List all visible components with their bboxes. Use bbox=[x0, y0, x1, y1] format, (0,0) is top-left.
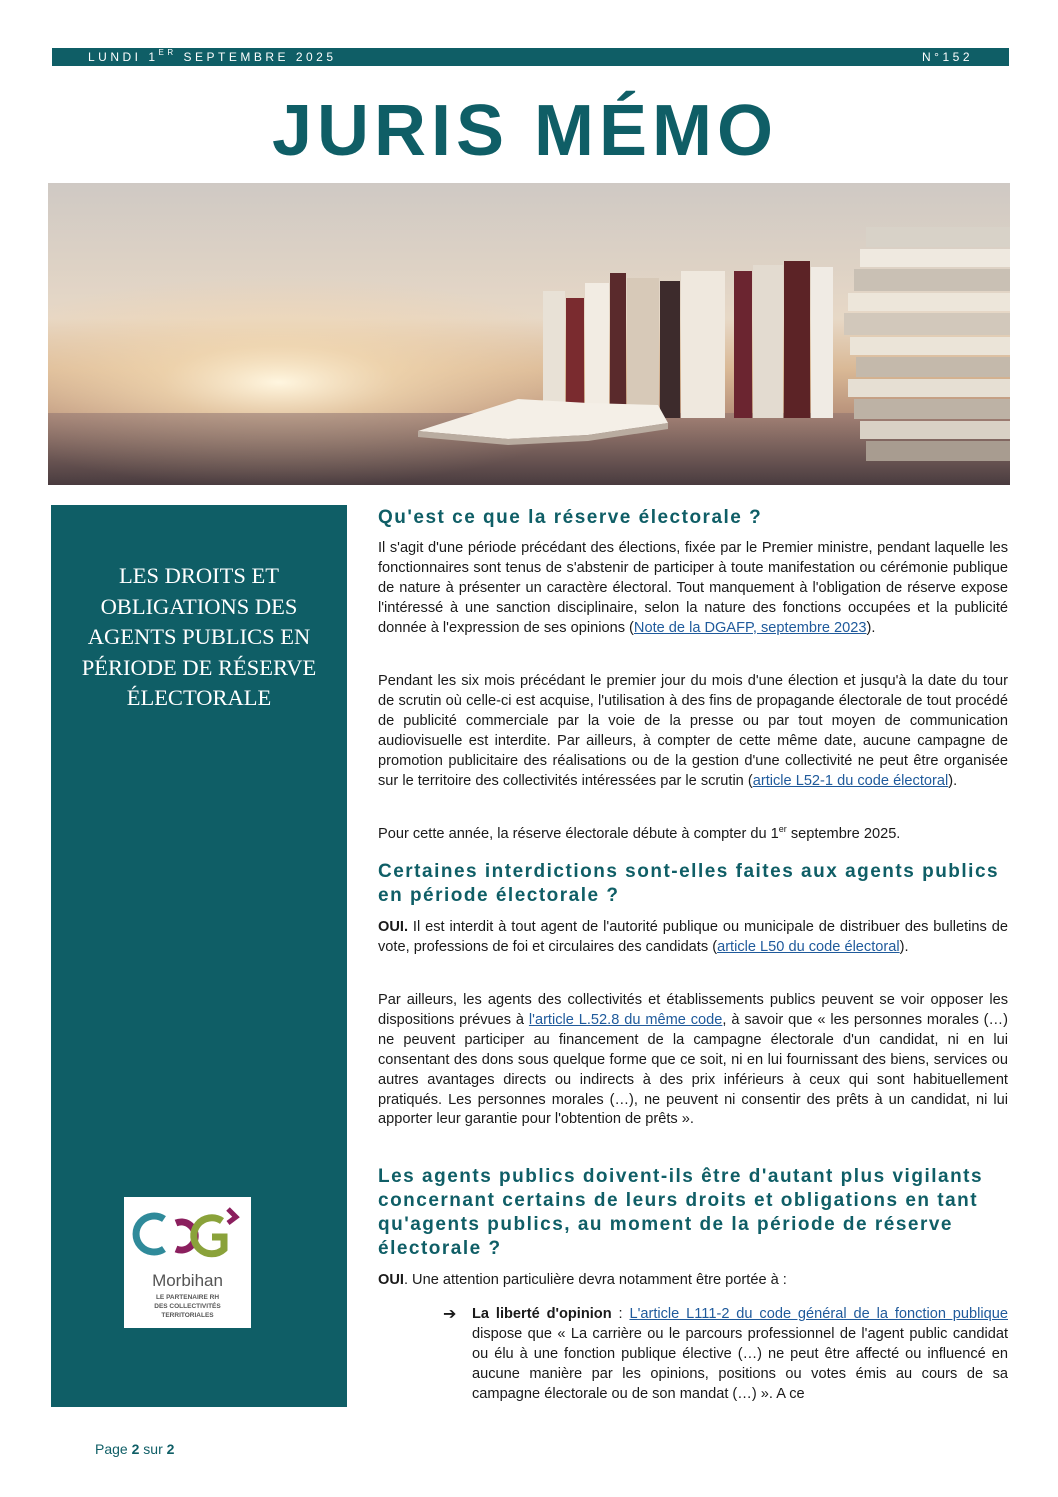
link-article-l50[interactable]: article L50 du code électoral bbox=[717, 938, 900, 955]
link-article-l52-8[interactable]: l'article L.52.8 du même code bbox=[528, 1011, 723, 1028]
page-title: JURIS MÉMO bbox=[271, 91, 779, 171]
arrow-right-icon: ➔ bbox=[443, 1306, 457, 1323]
sidebar-title: LES DROITS ET OBLIGATIONS DES AGENTS PUBLICS EN PÉRIODE DE RÉSERVE ÉLECTORALE bbox=[81, 563, 317, 710]
paragraph-start-date: Pour cette année, la réserve électorale débute à compter du 1er septembre 2025. bbox=[378, 824, 901, 842]
logo-brand: Morbihan bbox=[152, 1271, 223, 1290]
paragraph-distribution-ban: OUI. Il est interdit à tout agent de l'autorité publique ou municipale de distribuer des bulletins de vote, professions de foi et circulaires des candidats (article L50 du code électoral). bbox=[378, 919, 1008, 955]
paragraph-attention: OUI. Une attention particulière devra notamment être portée à : bbox=[378, 1272, 787, 1288]
section-heading-vigilance: Les agents publics doivent-ils être d'autant plus vigilants concernant certains de leurs droits et obligations en tant qu'agents publics, au moment de la période de réserve électorale ? bbox=[378, 1166, 984, 1259]
issue-number: N°152 bbox=[922, 50, 973, 64]
link-article-l111-2[interactable]: L'article L111-2 du code général de la fonction publique bbox=[629, 1306, 1008, 1322]
page-footer: Page 2 sur 2 bbox=[95, 1441, 175, 1457]
section-heading-reserve: Qu'est ce que la réserve électorale ? bbox=[378, 507, 763, 528]
section-heading-interdictions: Certaines interdictions sont-elles faites aux agents publics en période électorale ? bbox=[378, 861, 1000, 906]
logo-tagline-3: TERRITORIALES bbox=[161, 1312, 214, 1319]
logo-tagline-1: LE PARTENAIRE RH bbox=[155, 1294, 220, 1301]
link-article-l52-1[interactable]: article L52-1 du code électoral bbox=[752, 772, 949, 789]
paragraph-reserve-definition: Il s'agit d'une période précédant des élections, fixée par le Premier ministre, pendant laquelle les fonctionnaires sont tenus de s'abstenir de participer à toute manifestation ou cérémonie publique de nature à présenter un caractère électoral. Tout manquement à l'obligation de réserve expose l'intéressé à une sanction disciplinaire, selon la nature des fonctions occupées et la publicité donnée à l'expression de ses opinions (Note de la DGAFP, septembre 2023). bbox=[378, 540, 1008, 636]
link-note-dgafp[interactable]: Note de la DGAFP, septembre 2023 bbox=[633, 619, 867, 636]
issue-date: LUNDI 1ER SEPTEMBRE 2025 bbox=[88, 48, 337, 64]
paragraph-financing-ban: Par ailleurs, les agents des collectivités et établissements publics peuvent se voir opposer les dispositions prévues à l'article L.52.8 du même code, à savoir que « les personnes morales (…) ne peuvent participer au financement de la campagne électorale d'un candidat, ni en lui consentant des dons sous quelque forme que ce soit, ni en lui fournissant des biens, services ou autres avantages directs ou indirects à des prix inférieurs à ceux qui sont habituellement pratiqués. Les personnes morales (…), ne peuvent ni consentir des prêts à un candidat, ni lui apporter leur garantie pour l'obtention de prêts ». bbox=[378, 992, 1008, 1128]
hero-image-books bbox=[48, 183, 1010, 485]
paragraph-six-months: Pendant les six mois précédant le premier jour du mois d'une élection et jusqu'à la date du tour de scrutin où celle-ci est acquise, l'utilisation à des fins de propagande électorale de tout procédé de publicité commerciale par la voie de la presse ou par tout moyen de communication audiovisuelle est interdite. Par ailleurs, à compter de cette même date, aucune campagne de promotion publicitaire des réalisations ou de la gestion d'une collectivité ne peut être organisée sur le territoire des collectivités intéressées par le scrutin (article L52-1 du code électoral). bbox=[378, 673, 1008, 789]
cdg-logo bbox=[124, 1197, 251, 1328]
bullet-liberte-opinion: La liberté d'opinion : L'article L111-2 du code général de la fonction publique dispose que « La carrière ou le parcours professionnel de l'agent public candidat ou élu à une fonction publique élective (…) ne peut être affecté ou influencé en aucune manière par les opinions, positions ou votes émis au cours de sa campagne électorale ou de son mandat (…) ». A ce bbox=[472, 1306, 1008, 1402]
sidebar bbox=[51, 505, 347, 1407]
header-bar bbox=[52, 48, 1009, 66]
logo-tagline-2: DES COLLECTIVITÉS bbox=[154, 1303, 221, 1310]
cdg-logo-mark-icon bbox=[124, 1197, 251, 1277]
